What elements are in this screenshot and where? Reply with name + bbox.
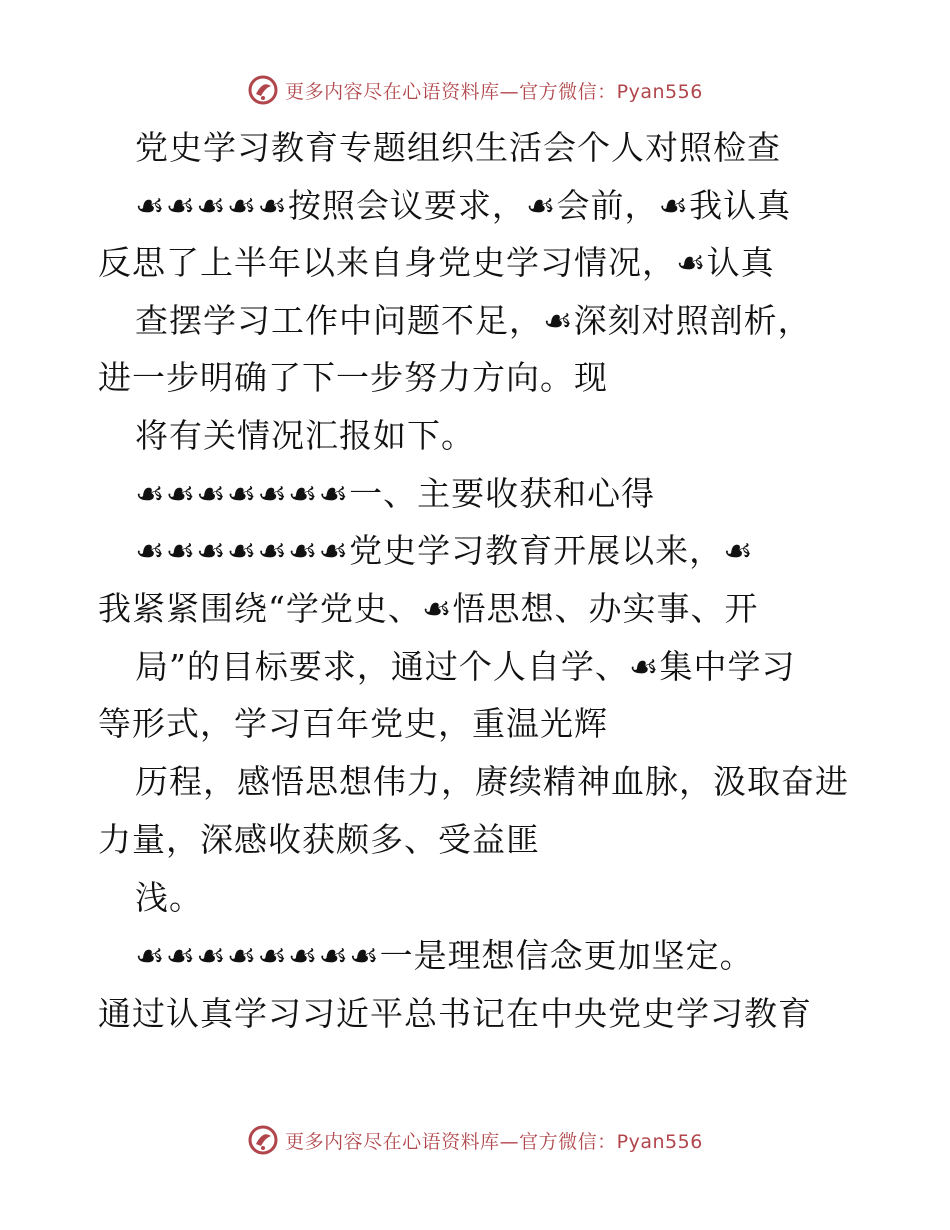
text-line: 查摆学习工作中问题不足，☙深刻对照剖析， xyxy=(135,301,812,340)
text-line: ☙☙☙☙☙按照会议要求，☙会前，☙我认真 xyxy=(135,186,792,225)
text-line: 历程，感悟思想伟力，赓续精神血脉，汲取奋进 xyxy=(135,762,849,801)
text-line: 将有关情况汇报如下。 xyxy=(135,416,475,455)
section-heading: ☙☙☙☙☙☙☙一、主要收获和心得 xyxy=(135,474,656,513)
text-line: 我紧紧围绕“学党史、☙悟思想、办实事、开 xyxy=(98,589,759,628)
footer-watermark-text: 更多内容尽在心语资料库—官方微信：Pyan556 xyxy=(285,1130,703,1153)
text-line: 反思了上半年以来自身党史学习情况，☙认真 xyxy=(98,243,775,282)
subsection-heading: ☙☙☙☙☙☙☙☙一是理想信念更加坚定。 xyxy=(135,936,754,975)
red-seal-logo-icon xyxy=(247,1124,279,1156)
text-line: 浅。 xyxy=(135,878,203,917)
text-line: ☙☙☙☙☙☙☙党史学习教育开展以来，☙ xyxy=(135,531,754,570)
text-line: 局”的目标要求，通过个人自学、☙集中学习 xyxy=(135,647,796,686)
text-line: 等形式，学习百年党史，重温光辉 xyxy=(98,704,608,743)
header-watermark-text: 更多内容尽在心语资料库—官方微信：Pyan556 xyxy=(285,80,703,103)
text-line: 力量，深感收获颇多、受益匪 xyxy=(98,820,540,859)
document-title: 党史学习教育专题组织生活会个人对照检查 xyxy=(135,128,781,167)
footer-watermark-banner xyxy=(0,1120,950,1160)
text-line: 通过认真学习习近平总书记在中央党史学习教育 xyxy=(98,994,812,1033)
text-line: 进一步明确了下一步努力方向。现 xyxy=(98,358,608,397)
